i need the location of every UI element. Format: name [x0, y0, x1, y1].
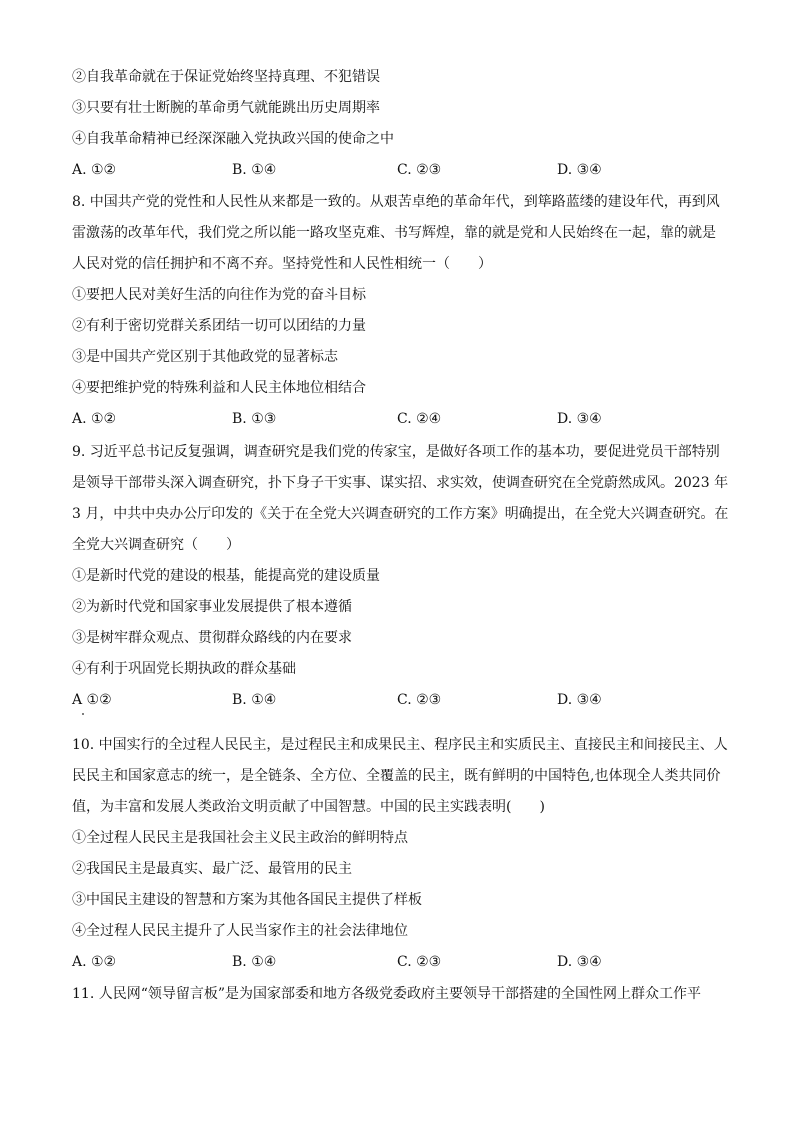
- q10-item-3: ③中国民主建设的智慧和方案为其他各国民主提供了样板: [72, 892, 422, 908]
- q8-item-2: ②有利于密切党群关系团结一切可以团结的力量: [72, 318, 366, 334]
- q9-stem-line-3: 3 月，中共中央办公厅印发的《关于在全党大兴调查研究的工作方案》明确提出，在全党大兴调查研究。在: [72, 506, 729, 522]
- q7-options: [72, 161, 732, 179]
- q7-option-d[interactable]: D. ③④: [557, 162, 602, 178]
- q10-stem-line-3: 值，为丰富和发展人类政治文明贡献了中国智慧。中国的民主实践表明( ): [72, 799, 545, 815]
- stray-dot-mark: [82, 713, 84, 715]
- q9-stem-line-4: 全党大兴调查研究（ ）: [72, 537, 240, 553]
- q9-option-a[interactable]: A ①②: [72, 692, 112, 708]
- q9-option-b[interactable]: B. ①④: [232, 692, 277, 708]
- q8-option-a[interactable]: A. ①②: [72, 411, 117, 427]
- q8-item-4: ④要把维护党的特殊利益和人民主体地位相结合: [72, 380, 366, 396]
- q7-item-3: ③只要有壮士断腕的革命勇气就能跳出历史周期率: [72, 100, 380, 116]
- q10-options: [72, 953, 732, 971]
- q10-item-4: ④全过程人民民主提升了人民当家作主的社会法律地位: [72, 923, 408, 939]
- q9-item-4: ④有利于巩固党长期执政的群众基础: [72, 661, 296, 677]
- q10-item-2: ②我国民主是最真实、最广泛、最管用的民主: [72, 861, 352, 877]
- q7-option-b[interactable]: B. ①④: [232, 162, 277, 178]
- q10-stem-line-2: 民民主和国家意志的统一，是全链条、全方位、全覆盖的民主，既有鲜明的中国特色,也体现全人类共同价: [72, 768, 721, 784]
- q7-item-4: ④自我革命精神已经深深融入党执政兴国的使命之中: [72, 131, 394, 147]
- q9-item-2: ②为新时代党和国家事业发展提供了根本遵循: [72, 599, 352, 615]
- q9-stem-line-1: 9. 习近平总书记反复强调，调查研究是我们党的传家宝，是做好各项工作的基本功，要促进党员干部特别: [72, 444, 720, 460]
- q8-options: [72, 410, 732, 428]
- q10-stem-line-1: 10. 中国实行的全过程人民民主，是过程民主和成果民主、程序民主和实质民主、直接民主和间接民主、人: [72, 737, 728, 753]
- q9-item-3: ③是树牢群众观点、贯彻群众路线的内在要求: [72, 630, 352, 646]
- q9-item-1: ①是新时代党的建设的根基，能提高党的建设质量: [72, 568, 380, 584]
- q7-item-2: ②自我革命就在于保证党始终坚持真理、不犯错误: [72, 69, 380, 85]
- q8-item-1: ①要把人民对美好生活的向往作为党的奋斗目标: [72, 287, 366, 303]
- q9-option-d[interactable]: D. ③④: [557, 692, 602, 708]
- q8-option-c[interactable]: C. ②④: [397, 411, 442, 427]
- q8-option-b[interactable]: B. ①③: [232, 411, 277, 427]
- q10-item-1: ①全过程人民民主是我国社会主义民主政治的鲜明特点: [72, 830, 408, 846]
- q8-option-d[interactable]: D. ③④: [557, 411, 602, 427]
- q10-option-c[interactable]: C. ②③: [397, 954, 442, 970]
- q8-stem-line-2: 雷激荡的改革年代，我们党之所以能一路攻坚克难、书写辉煌，靠的就是党和人民始终在一起，靠的就是: [72, 225, 716, 241]
- q11-stem-line-1: 11. 人民网“领导留言板”是为国家部委和地方各级党委政府主要领导干部搭建的全国性网上群众工作平: [72, 986, 702, 1002]
- q9-options: [72, 691, 732, 709]
- q10-option-b[interactable]: B. ①④: [232, 954, 277, 970]
- q10-option-a[interactable]: A. ①②: [72, 954, 117, 970]
- q7-option-a[interactable]: A. ①②: [72, 162, 117, 178]
- q9-stem-line-2: 是领导干部带头深入调查研究，扑下身子干实事、谋实招、求实效，使调查研究在全党蔚然成风。2023 年: [72, 475, 729, 491]
- q8-stem-line-3: 人民对党的信任拥护和不离不弃。坚持党性和人民性相统一（ ）: [72, 256, 492, 272]
- q9-option-c[interactable]: C. ②③: [397, 692, 442, 708]
- q10-option-d[interactable]: D. ③④: [557, 954, 602, 970]
- q8-item-3: ③是中国共产党区别于其他政党的显著标志: [72, 349, 338, 365]
- q7-option-c[interactable]: C. ②③: [397, 162, 442, 178]
- q8-stem-line-1: 8. 中国共产党的党性和人民性从来都是一致的。从艰苦卓绝的革命年代，到筚路蓝缕的建设年代，再到风: [72, 194, 720, 210]
